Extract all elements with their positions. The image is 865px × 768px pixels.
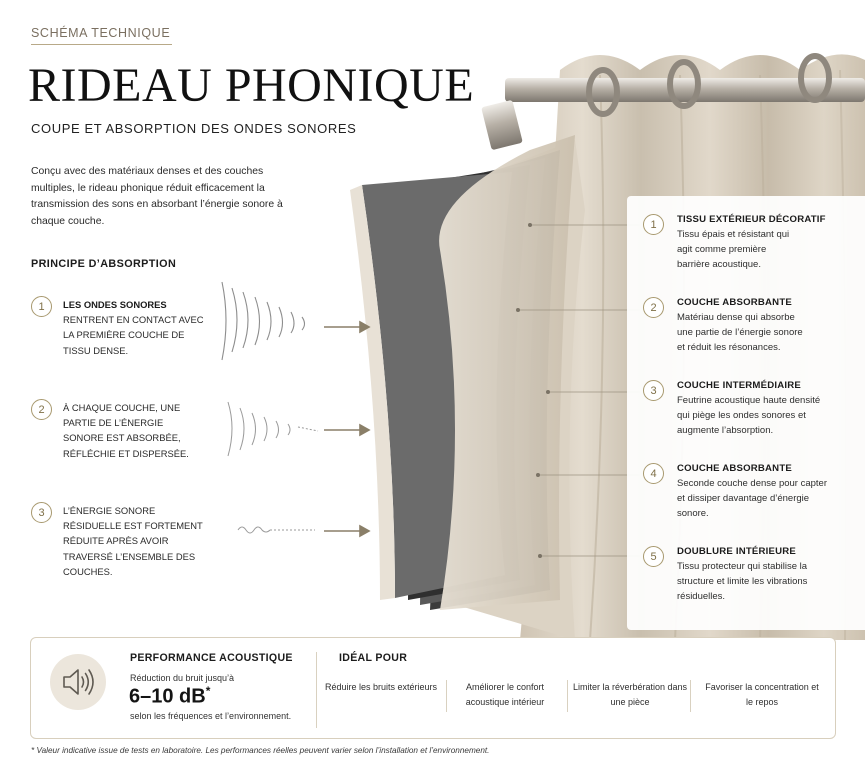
- principle-heading: PRINCIPE D’ABSORPTION: [31, 258, 177, 270]
- layer-2-number: 2: [643, 297, 664, 318]
- layer-4-number: 4: [643, 463, 664, 484]
- speaker-badge: [50, 654, 106, 710]
- step-2-number: 2: [31, 399, 52, 420]
- layer-stack: [350, 135, 585, 640]
- step-1-text: [63, 297, 213, 358]
- arrows: [324, 322, 369, 536]
- page-subtitle: COUPE ET ABSORPTION DES ONDES SONORES: [31, 121, 357, 136]
- ideal-separator: [567, 680, 568, 712]
- step-3-number: 3: [31, 502, 52, 523]
- step-1-lead: LES ONDES SONORES: [63, 299, 167, 310]
- performance-value-mark: *: [205, 684, 211, 698]
- layer-5-desc: Tissu protecteur qui stabilise la structure et limite les vibrations résiduelles.: [677, 561, 808, 602]
- layer-1-number: 1: [643, 214, 664, 235]
- ideal-item-2: Améliorer le confort acoustique intérieur: [465, 682, 545, 707]
- layer-1-title: TISSU EXTÉRIEUR DÉCORATIF: [677, 214, 826, 225]
- kicker-label: SCHÉMA TECHNIQUE: [31, 26, 171, 40]
- sound-wave-2: [228, 402, 318, 456]
- layer-2-desc: Matériau dense qui absorbe une partie de l’énergie sonore et réduit les résonances.: [677, 312, 803, 353]
- step-3-text: L’ÉNERGIE SONORE RÉSIDUELLE EST FORTEMENT RÉDUITE APRÈS AVOIR TRAVERSÉ L’ENSEMBLE DES COUCHES.: [63, 505, 203, 577]
- layer-3-desc: Feutrine acoustique haute densité qui piège les ondes sonores et augmente l’absorption.: [677, 395, 821, 436]
- step-1-body: RENTRENT EN CONTACT AVEC LA PREMIÈRE COUCHE DE TISSU DENSE.: [63, 314, 204, 356]
- speaker-icon: [50, 654, 106, 710]
- ideal-item-3: Limiter la réverbération dans une pièce: [572, 682, 688, 707]
- intro-paragraph: Conçu avec des matériaux denses et des couches multiples, le rideau phonique réduit efficacement la transmission des sons en absorbant l’énergie sonore à chaque couche.: [31, 166, 283, 227]
- step-1-number: 1: [31, 296, 52, 317]
- layer-2-title: COUCHE ABSORBANTE: [677, 297, 792, 308]
- layer-3-number: 3: [643, 380, 664, 401]
- performance-value: [129, 684, 210, 709]
- footnote: * Valeur indicative issue de tests en laboratoire. Les performances réelles peuvent varier selon l’installation et l’environnement.: [31, 746, 490, 755]
- layer-5-number: 5: [643, 546, 664, 567]
- step-2-text: À CHAQUE COUCHE, UNE PARTIE DE L’ÉNERGIE SONORE EST ABSORBÉE, RÉFLÉCHIE ET DISPERSÉE.: [63, 402, 189, 459]
- ideal-item-4: Favoriser la concentration et le repos: [705, 682, 819, 707]
- ideal-separator: [690, 680, 691, 712]
- performance-title: PERFORMANCE ACOUSTIQUE: [130, 652, 293, 664]
- sound-wave-3: [238, 527, 315, 533]
- performance-caption: Réduction du bruit jusqu’à: [130, 673, 235, 683]
- sound-wave-1: [222, 282, 305, 360]
- performance-value-number: 6–10 dB: [129, 685, 206, 708]
- ideal-title: IDÉAL POUR: [339, 652, 408, 664]
- layer-4-desc: Seconde couche dense pour capter et dissiper davantage d’énergie sonore.: [677, 478, 827, 519]
- panel-divider: [316, 652, 317, 728]
- kicker-underline: [31, 44, 172, 45]
- page-title: RIDEAU PHONIQUE: [28, 59, 475, 112]
- layer-1-desc: Tissu épais et résistant qui agit comme première barrière acoustique.: [677, 229, 790, 270]
- layer-4-title: COUCHE ABSORBANTE: [677, 463, 792, 474]
- layer-3-title: COUCHE INTERMÉDIAIRE: [677, 380, 801, 391]
- layer-5-title: DOUBLURE INTÉRIEURE: [677, 546, 796, 557]
- ideal-item-1: Réduire les bruits extérieurs: [324, 682, 438, 692]
- performance-note: selon les fréquences et l’environnement.: [130, 711, 292, 721]
